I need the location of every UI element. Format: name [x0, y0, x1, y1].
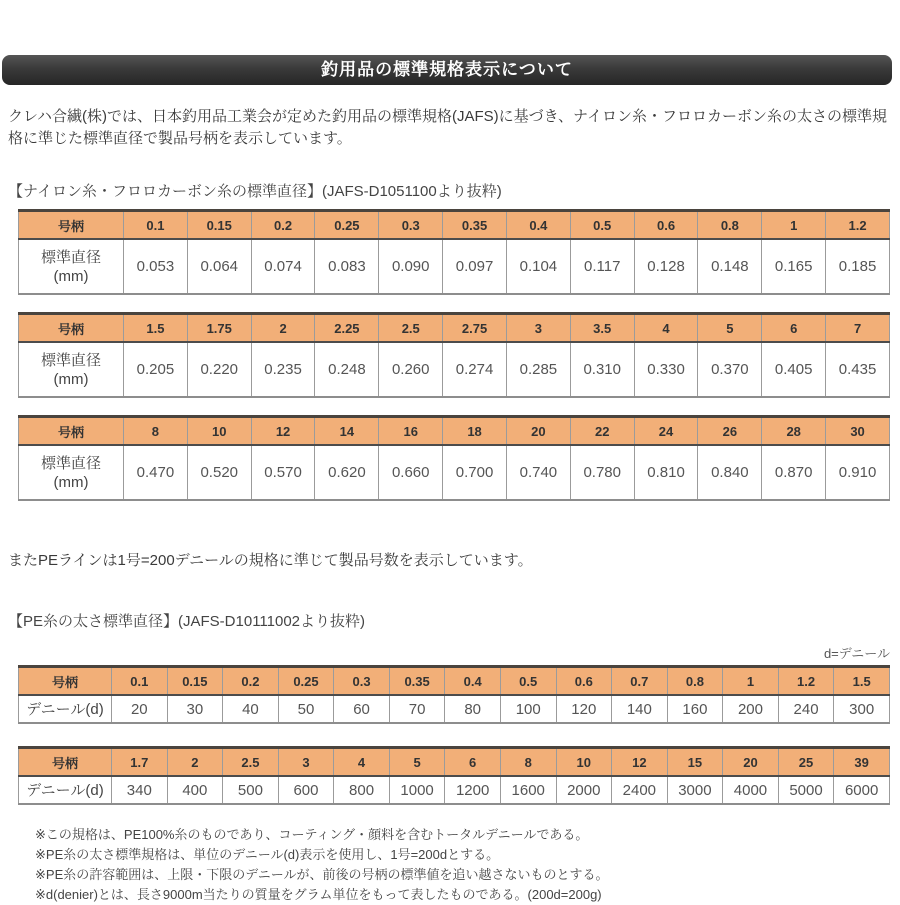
size-header-cell: 0.4: [506, 211, 570, 240]
size-header-cell: 7: [826, 314, 890, 343]
denier-unit-label: d=デニール: [823, 646, 890, 661]
size-header-cell: 0.35: [389, 667, 445, 696]
size-header-cell: 0.5: [570, 211, 634, 240]
size-header-cell: 20: [506, 417, 570, 446]
value-cell: 0.053: [124, 239, 188, 294]
size-header-cell: 0.5: [500, 667, 556, 696]
value-cell: 0.185: [826, 239, 890, 294]
size-header-cell: 0.8: [667, 667, 723, 696]
value-cell: 2000: [556, 776, 612, 804]
spec-table: [18, 209, 890, 295]
value-row-label: デニール(d): [19, 695, 112, 723]
value-cell: 160: [667, 695, 723, 723]
size-header-cell: 10: [556, 748, 612, 777]
size-header-cell: 3.5: [570, 314, 634, 343]
pe-intro-text: またPEラインは1号=200デニールの規格に準じて製品号数を表示しています。: [8, 552, 533, 569]
size-header-cell: 0.3: [379, 211, 443, 240]
size-header-cell: 30: [826, 417, 890, 446]
value-cell: 2400: [612, 776, 668, 804]
size-header-cell: 12: [612, 748, 668, 777]
value-cell: 0.097: [443, 239, 507, 294]
row-header-label: 号柄: [19, 211, 124, 240]
nylon-diameter-table-1: [18, 209, 900, 295]
value-cell: 30: [167, 695, 223, 723]
size-header-cell: 2.5: [223, 748, 279, 777]
size-header-cell: 2.5: [379, 314, 443, 343]
value-cell: 70: [389, 695, 445, 723]
size-header-cell: 5: [389, 748, 445, 777]
size-header-cell: 3: [278, 748, 334, 777]
size-header-cell: 0.6: [634, 211, 698, 240]
size-header-cell: 0.2: [251, 211, 315, 240]
value-cell: 0.235: [251, 342, 315, 397]
size-header-cell: 0.3: [334, 667, 390, 696]
value-cell: 0.205: [124, 342, 188, 397]
value-row-label: デニール(d): [19, 776, 112, 804]
value-cell: 0.520: [187, 445, 251, 500]
value-row-label: 標準直径 (mm): [19, 239, 124, 294]
value-cell: 0.074: [251, 239, 315, 294]
value-cell: 0.274: [443, 342, 507, 397]
size-header-cell: 1.2: [826, 211, 890, 240]
value-row-label: 標準直径 (mm): [19, 445, 124, 500]
value-cell: 0.165: [762, 239, 826, 294]
value-cell: 0.064: [187, 239, 251, 294]
value-cell: 120: [556, 695, 612, 723]
page-title: 釣用品の標準規格表示について: [2, 55, 892, 85]
value-cell: 0.870: [762, 445, 826, 500]
value-cell: 1600: [500, 776, 556, 804]
value-cell: 0.405: [762, 342, 826, 397]
value-cell: 6000: [834, 776, 890, 804]
size-header-cell: 6: [762, 314, 826, 343]
size-header-cell: 2: [167, 748, 223, 777]
value-cell: 0.370: [698, 342, 762, 397]
value-cell: 0.104: [506, 239, 570, 294]
size-header-cell: 1.2: [778, 667, 834, 696]
size-header-cell: 20: [723, 748, 779, 777]
size-header-cell: 4: [334, 748, 390, 777]
value-cell: 0.260: [379, 342, 443, 397]
spec-table: [18, 746, 890, 805]
spec-table: [18, 312, 890, 398]
intro-paragraph: クレハ合繊(株)では、日本釣用品工業会が定めた釣用品の標準規格(JAFS)に基づき、ナイロン糸・フロロカーボン糸の太さの標準規格に準じた標準直径で製品号柄を表示しています。: [8, 108, 887, 147]
row-header-label: 号柄: [19, 667, 112, 696]
value-cell: 1200: [445, 776, 501, 804]
size-header-cell: 5: [698, 314, 762, 343]
value-cell: 3000: [667, 776, 723, 804]
size-header-cell: 12: [251, 417, 315, 446]
size-header-cell: 0.15: [167, 667, 223, 696]
value-cell: 4000: [723, 776, 779, 804]
value-cell: 40: [223, 695, 279, 723]
size-header-cell: 26: [698, 417, 762, 446]
value-cell: 300: [834, 695, 890, 723]
value-cell: 0.570: [251, 445, 315, 500]
value-cell: 0.128: [634, 239, 698, 294]
value-cell: 400: [167, 776, 223, 804]
value-row-label: 標準直径 (mm): [19, 342, 124, 397]
size-header-cell: 8: [124, 417, 188, 446]
footnote-line: ※PE糸の許容範囲は、上限・下限のデニールが、前後の号柄の標準値を追い越さないものとする。: [35, 867, 609, 882]
size-header-cell: 24: [634, 417, 698, 446]
size-header-cell: 0.25: [315, 211, 379, 240]
nylon-section-heading: 【ナイロン糸・フロロカーボン糸の標準直径】(JAFS-D1051100より抜粋): [8, 183, 502, 200]
value-cell: 0.330: [634, 342, 698, 397]
size-header-cell: 0.8: [698, 211, 762, 240]
size-header-cell: 4: [634, 314, 698, 343]
value-cell: 500: [223, 776, 279, 804]
value-cell: 0.310: [570, 342, 634, 397]
nylon-diameter-table-2: [18, 312, 900, 398]
size-header-cell: 10: [187, 417, 251, 446]
footnotes: [35, 825, 900, 905]
value-cell: 0.740: [506, 445, 570, 500]
value-cell: 0.248: [315, 342, 379, 397]
size-header-cell: 28: [762, 417, 826, 446]
size-header-cell: 0.6: [556, 667, 612, 696]
size-header-cell: 1: [723, 667, 779, 696]
value-cell: 50: [278, 695, 334, 723]
size-header-cell: 39: [834, 748, 890, 777]
size-header-cell: 1.5: [834, 667, 890, 696]
pe-section-heading: 【PE糸の太さ標準直径】(JAFS-D10111002より抜粋): [8, 613, 366, 630]
value-cell: 20: [112, 695, 168, 723]
row-header-label: 号柄: [19, 314, 124, 343]
nylon-diameter-table-3: [18, 415, 900, 501]
size-header-cell: 0.25: [278, 667, 334, 696]
size-header-cell: 18: [443, 417, 507, 446]
footnote-line: ※d(denier)とは、長さ9000m当たりの質量をグラム単位をもって表したものである。(200d=200g): [35, 887, 602, 902]
value-cell: 0.840: [698, 445, 762, 500]
size-header-cell: 25: [778, 748, 834, 777]
size-header-cell: 22: [570, 417, 634, 446]
size-header-cell: 16: [379, 417, 443, 446]
value-cell: 0.700: [443, 445, 507, 500]
spec-table: [18, 415, 890, 501]
value-cell: 0.285: [506, 342, 570, 397]
value-cell: 0.810: [634, 445, 698, 500]
size-header-cell: 1.7: [112, 748, 168, 777]
value-cell: 0.148: [698, 239, 762, 294]
size-header-cell: 0.1: [112, 667, 168, 696]
value-cell: 0.620: [315, 445, 379, 500]
size-header-cell: 0.1: [124, 211, 188, 240]
size-header-cell: 1.5: [124, 314, 188, 343]
pe-denier-table-2: [18, 746, 900, 805]
value-cell: 100: [500, 695, 556, 723]
value-cell: 800: [334, 776, 390, 804]
size-header-cell: 3: [506, 314, 570, 343]
value-cell: 600: [278, 776, 334, 804]
size-header-cell: 0.7: [612, 667, 668, 696]
size-header-cell: 6: [445, 748, 501, 777]
value-cell: 0.780: [570, 445, 634, 500]
size-header-cell: 0.2: [223, 667, 279, 696]
value-cell: 200: [723, 695, 779, 723]
value-cell: 5000: [778, 776, 834, 804]
pe-denier-table-1: [18, 665, 900, 724]
row-header-label: 号柄: [19, 417, 124, 446]
value-cell: 0.910: [826, 445, 890, 500]
value-cell: 0.220: [187, 342, 251, 397]
size-header-cell: 2: [251, 314, 315, 343]
size-header-cell: 2.25: [315, 314, 379, 343]
spec-table: [18, 665, 890, 724]
value-cell: 0.117: [570, 239, 634, 294]
value-cell: 0.090: [379, 239, 443, 294]
size-header-cell: 14: [315, 417, 379, 446]
size-header-cell: 0.4: [445, 667, 501, 696]
size-header-cell: 0.15: [187, 211, 251, 240]
row-header-label: 号柄: [19, 748, 112, 777]
size-header-cell: 0.35: [443, 211, 507, 240]
value-cell: 240: [778, 695, 834, 723]
size-header-cell: 1: [762, 211, 826, 240]
size-header-cell: 1.75: [187, 314, 251, 343]
value-cell: 340: [112, 776, 168, 804]
footnote-line: ※PE糸の太さ標準規格は、単位のデニール(d)表示を使用し、1号=200dとする。: [35, 847, 500, 862]
size-header-cell: 2.75: [443, 314, 507, 343]
value-cell: 0.435: [826, 342, 890, 397]
size-header-cell: 15: [667, 748, 723, 777]
footnote-line: ※この規格は、PE100%糸のものであり、コーティング・顔料を含むトータルデニールである。: [35, 827, 589, 842]
size-header-cell: 8: [500, 748, 556, 777]
value-cell: 60: [334, 695, 390, 723]
value-cell: 0.470: [124, 445, 188, 500]
value-cell: 0.083: [315, 239, 379, 294]
value-cell: 80: [445, 695, 501, 723]
value-cell: 140: [612, 695, 668, 723]
value-cell: 1000: [389, 776, 445, 804]
value-cell: 0.660: [379, 445, 443, 500]
